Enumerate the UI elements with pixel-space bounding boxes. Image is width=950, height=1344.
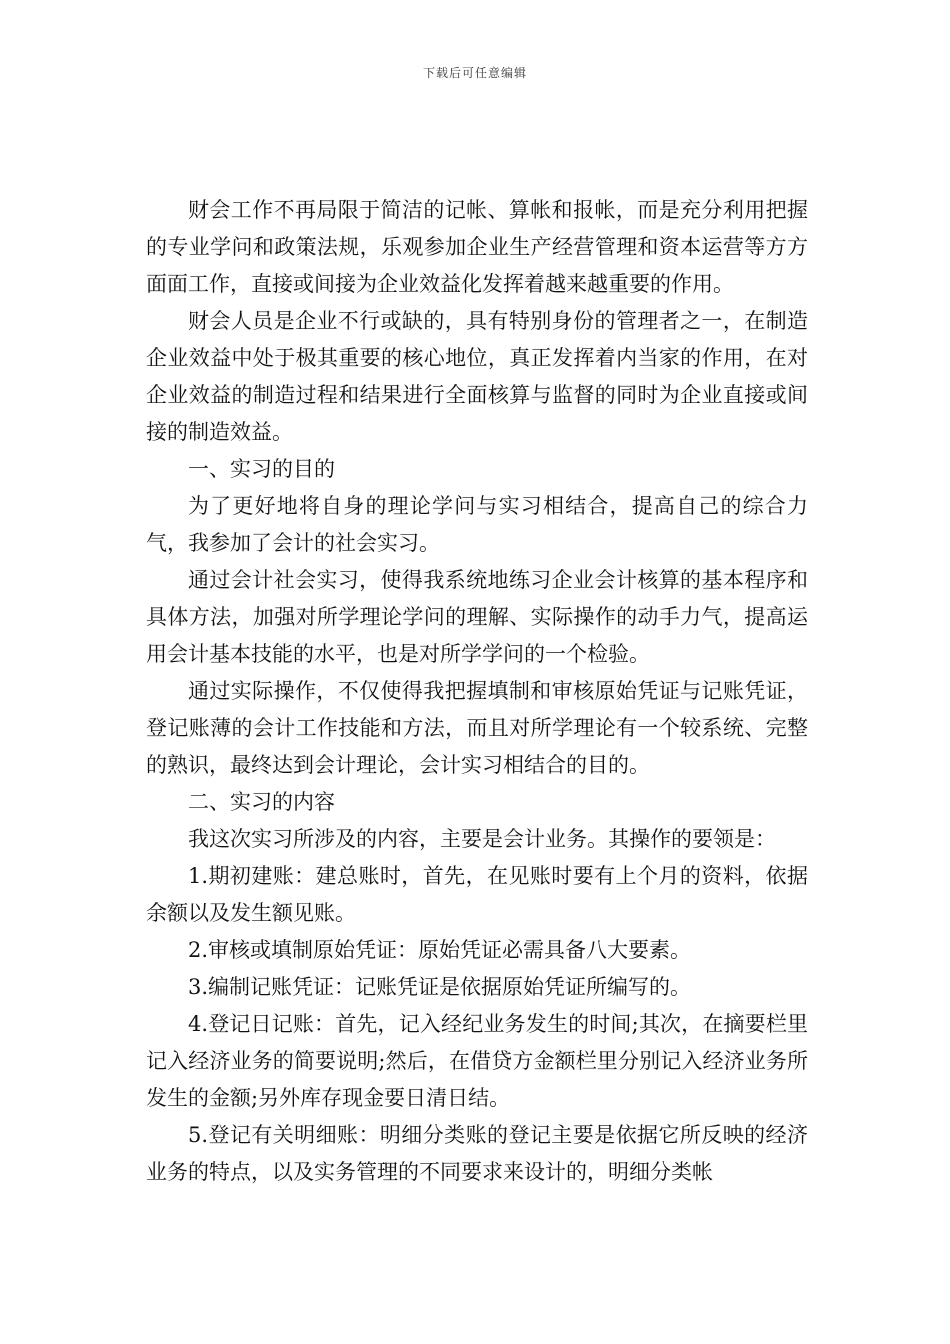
list-item-3: 3.编制记账凭证：记账凭证是依据原始凭证所编写的。 <box>188 975 692 999</box>
paragraph-6: 我这次实习所涉及的内容，主要是会计业务。其操作的要领是： <box>188 827 776 851</box>
document-body <box>146 192 808 1191</box>
paragraph-5: 通过实际操作，不仅使得我把握填制和审核原始凭证与记账凭证，登记账薄的会计工作技能和方法，而且对所学理论有一个较系统、完整的熟识，最终达到会计理论，会计实习相结合的目的。 <box>146 679 808 777</box>
list-item-4: 4.登记日记账：首先，记入经纪业务发生的时间;其次，在摘要栏里记入经济业务的简要说明;然后，在借贷方金额栏里分别记入经济业务所发生的金额;另外库存现金要日清日结。 <box>146 1012 808 1110</box>
paragraph-4: 通过会计社会实习，使得我系统地练习企业会计核算的基本程序和具体方法，加强对所学理论学问的理解、实际操作的动手力气，提高运用会计基本技能的水平，也是对所学学问的一个检验。 <box>146 568 808 666</box>
list-item-5: 5.登记有关明细账：明细分类账的登记主要是依据它所反映的经济业务的特点，以及实务管理的不同要求来设计的，明细分类帐 <box>146 1123 808 1184</box>
list-item-2: 2.审核或填制原始凭证：原始凭证必需具备八大要素。 <box>188 938 692 962</box>
section-heading-purpose: 一、实习的目的 <box>188 457 335 481</box>
paragraph-2: 财会人员是企业不行或缺的，具有特别身份的管理者之一，在制造企业效益中处于极其重要的核心地位，真正发挥着内当家的作用，在对企业效益的制造过程和结果进行全面核算与监督的同时为企业直接或间接的制造效益。 <box>146 309 808 444</box>
paragraph-3: 为了更好地将自身的理论学问与实习相结合，提高自己的综合力气，我参加了会计的社会实习。 <box>146 494 808 555</box>
list-item-1: 1.期初建账：建总账时，首先，在见账时要有上个月的资料，依据余额以及发生额见账。 <box>146 864 808 925</box>
paragraph-1: 财会工作不再局限于简洁的记帐、算帐和报帐，而是充分利用把握的专业学问和政策法规，乐观参加企业生产经营管理和资本运营等方方面面工作，直接或间接为企业效益化发挥着越来越重要的作用。 <box>146 198 808 296</box>
page-header: 下载后可任意编辑 <box>422 66 527 80</box>
section-heading-content: 二、实习的内容 <box>188 790 335 814</box>
